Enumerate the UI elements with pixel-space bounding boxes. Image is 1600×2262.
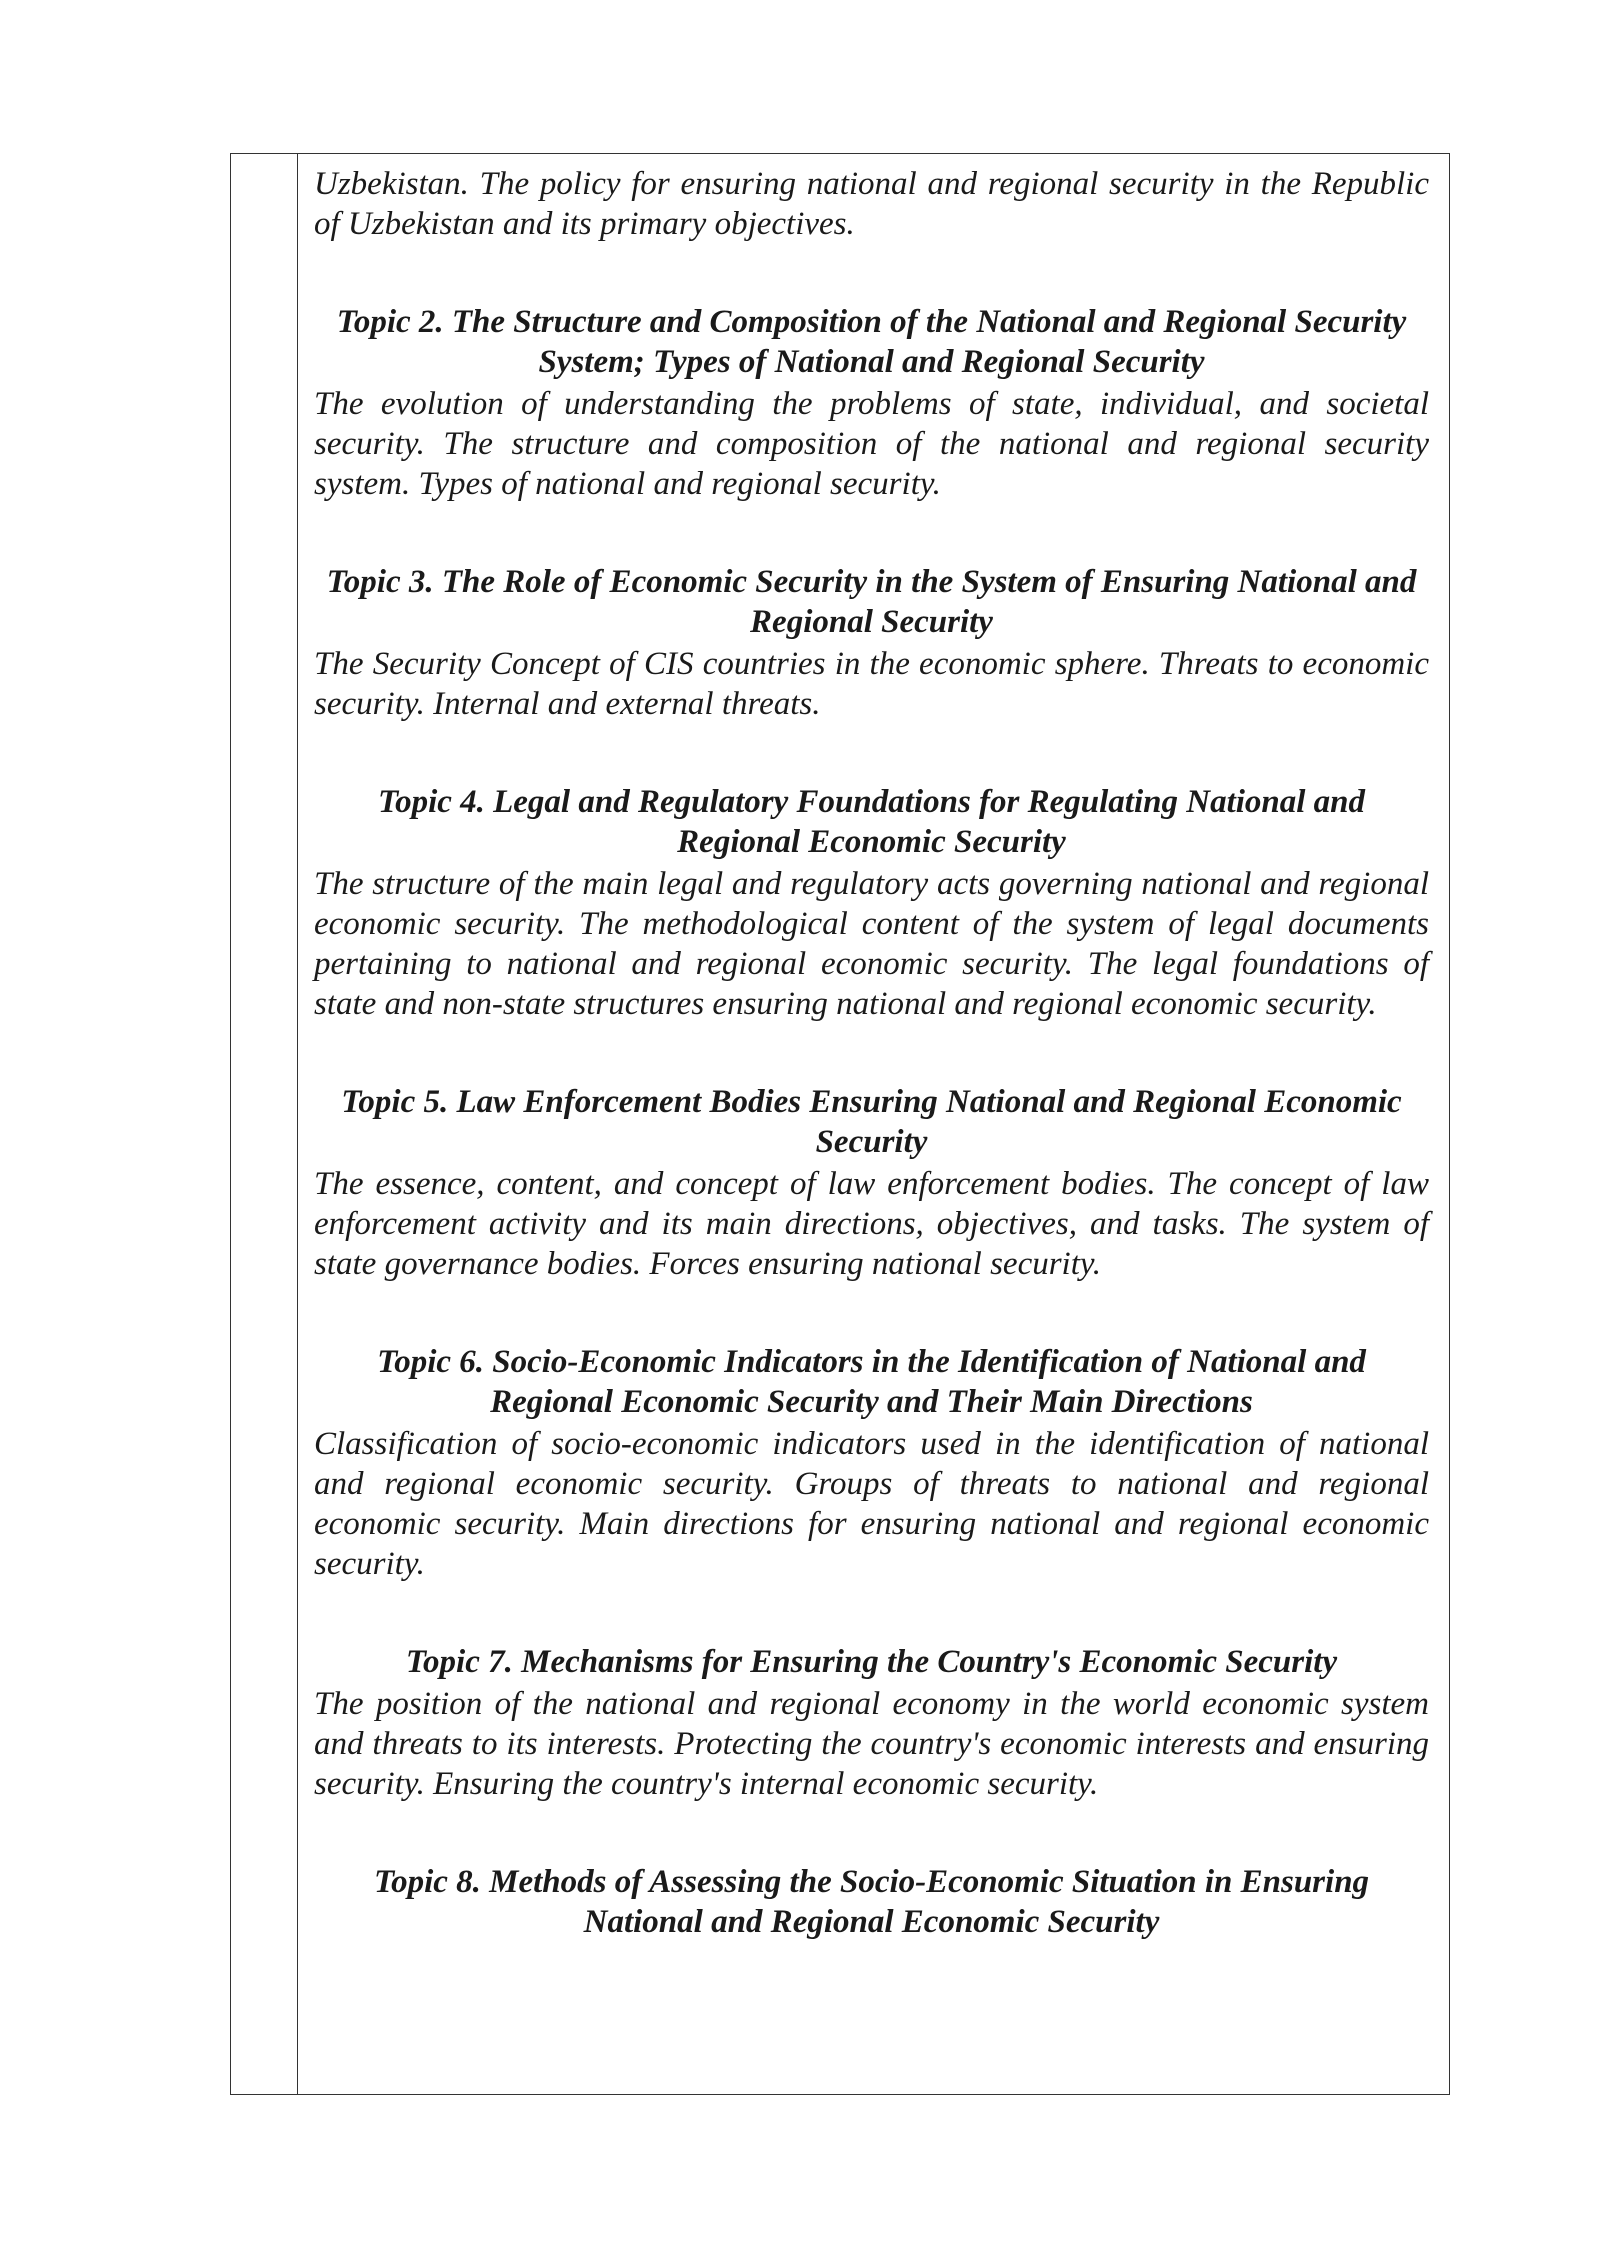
topic-title: Topic 3. The Role of Economic Security in the System of Ensuring National and Regional Security [326, 564, 1417, 640]
topic-title: Topic 7. Mechanisms for Ensuring the Country's Economic Security [405, 1644, 1338, 1680]
topic-3 [314, 562, 1429, 724]
topic-title: Topic 8. Methods of Assessing the Socio-Economic Situation in Ensuring National and Regional Economic Security [373, 1864, 1370, 1940]
number-column [231, 154, 298, 2094]
topic-4 [314, 782, 1429, 1024]
topic-5 [314, 1082, 1429, 1284]
topic-title: Topic 4. Legal and Regulatory Foundations for Regulating National and Regional Economic Security [377, 784, 1366, 860]
topic-7 [314, 1642, 1429, 1804]
content-column [298, 154, 1449, 2094]
topic-body: Classification of socio-economic indicators used in the identification of national and regional economic security. Groups of threats to national and regional economic security. Main directions for ensuring national and regional economic security. [314, 1426, 1429, 1582]
topic-body: The structure of the main legal and regulatory acts governing national and regional economic security. The methodological content of the system of legal documents pertaining to national and regional economic security. The legal foundations of state and non-state structures ensuring national and regional economic security. [314, 866, 1429, 1022]
topic-6 [314, 1342, 1429, 1584]
topic-title: Topic 6. Socio-Economic Indicators in the Identification of National and Regional Economic Security and Their Main Directions [377, 1344, 1366, 1420]
topic-body: The position of the national and regional economy in the world economic system and threats to its interests. Protecting the country's economic interests and ensuring security. Ensuring the country's internal economic security. [314, 1686, 1429, 1802]
topic-body: The Security Concept of CIS countries in the economic sphere. Threats to economic security. Internal and external threats. [314, 646, 1429, 722]
topic-title: Topic 5. Law Enforcement Bodies Ensuring National and Regional Economic Security [341, 1084, 1402, 1160]
topic-2 [314, 302, 1429, 504]
topic-title: Topic 2. The Structure and Composition of the National and Regional Security System; Types of National and Regional Security [336, 304, 1407, 380]
syllabus-table [230, 153, 1450, 2095]
topic-8 [314, 1862, 1429, 1942]
topic-body: The evolution of understanding the problems of state, individual, and societal security. The structure and composition of the national and regional security system. Types of national and regional security. [314, 386, 1429, 502]
topic-body: The essence, content, and concept of law enforcement bodies. The concept of law enforcement activity and its main directions, objectives, and tasks. The system of state governance bodies. Forces ensuring national security. [314, 1166, 1429, 1282]
intro-paragraph: Uzbekistan. The policy for ensuring national and regional security in the Republic of Uzbekistan and its primary objectives. [314, 166, 1429, 242]
